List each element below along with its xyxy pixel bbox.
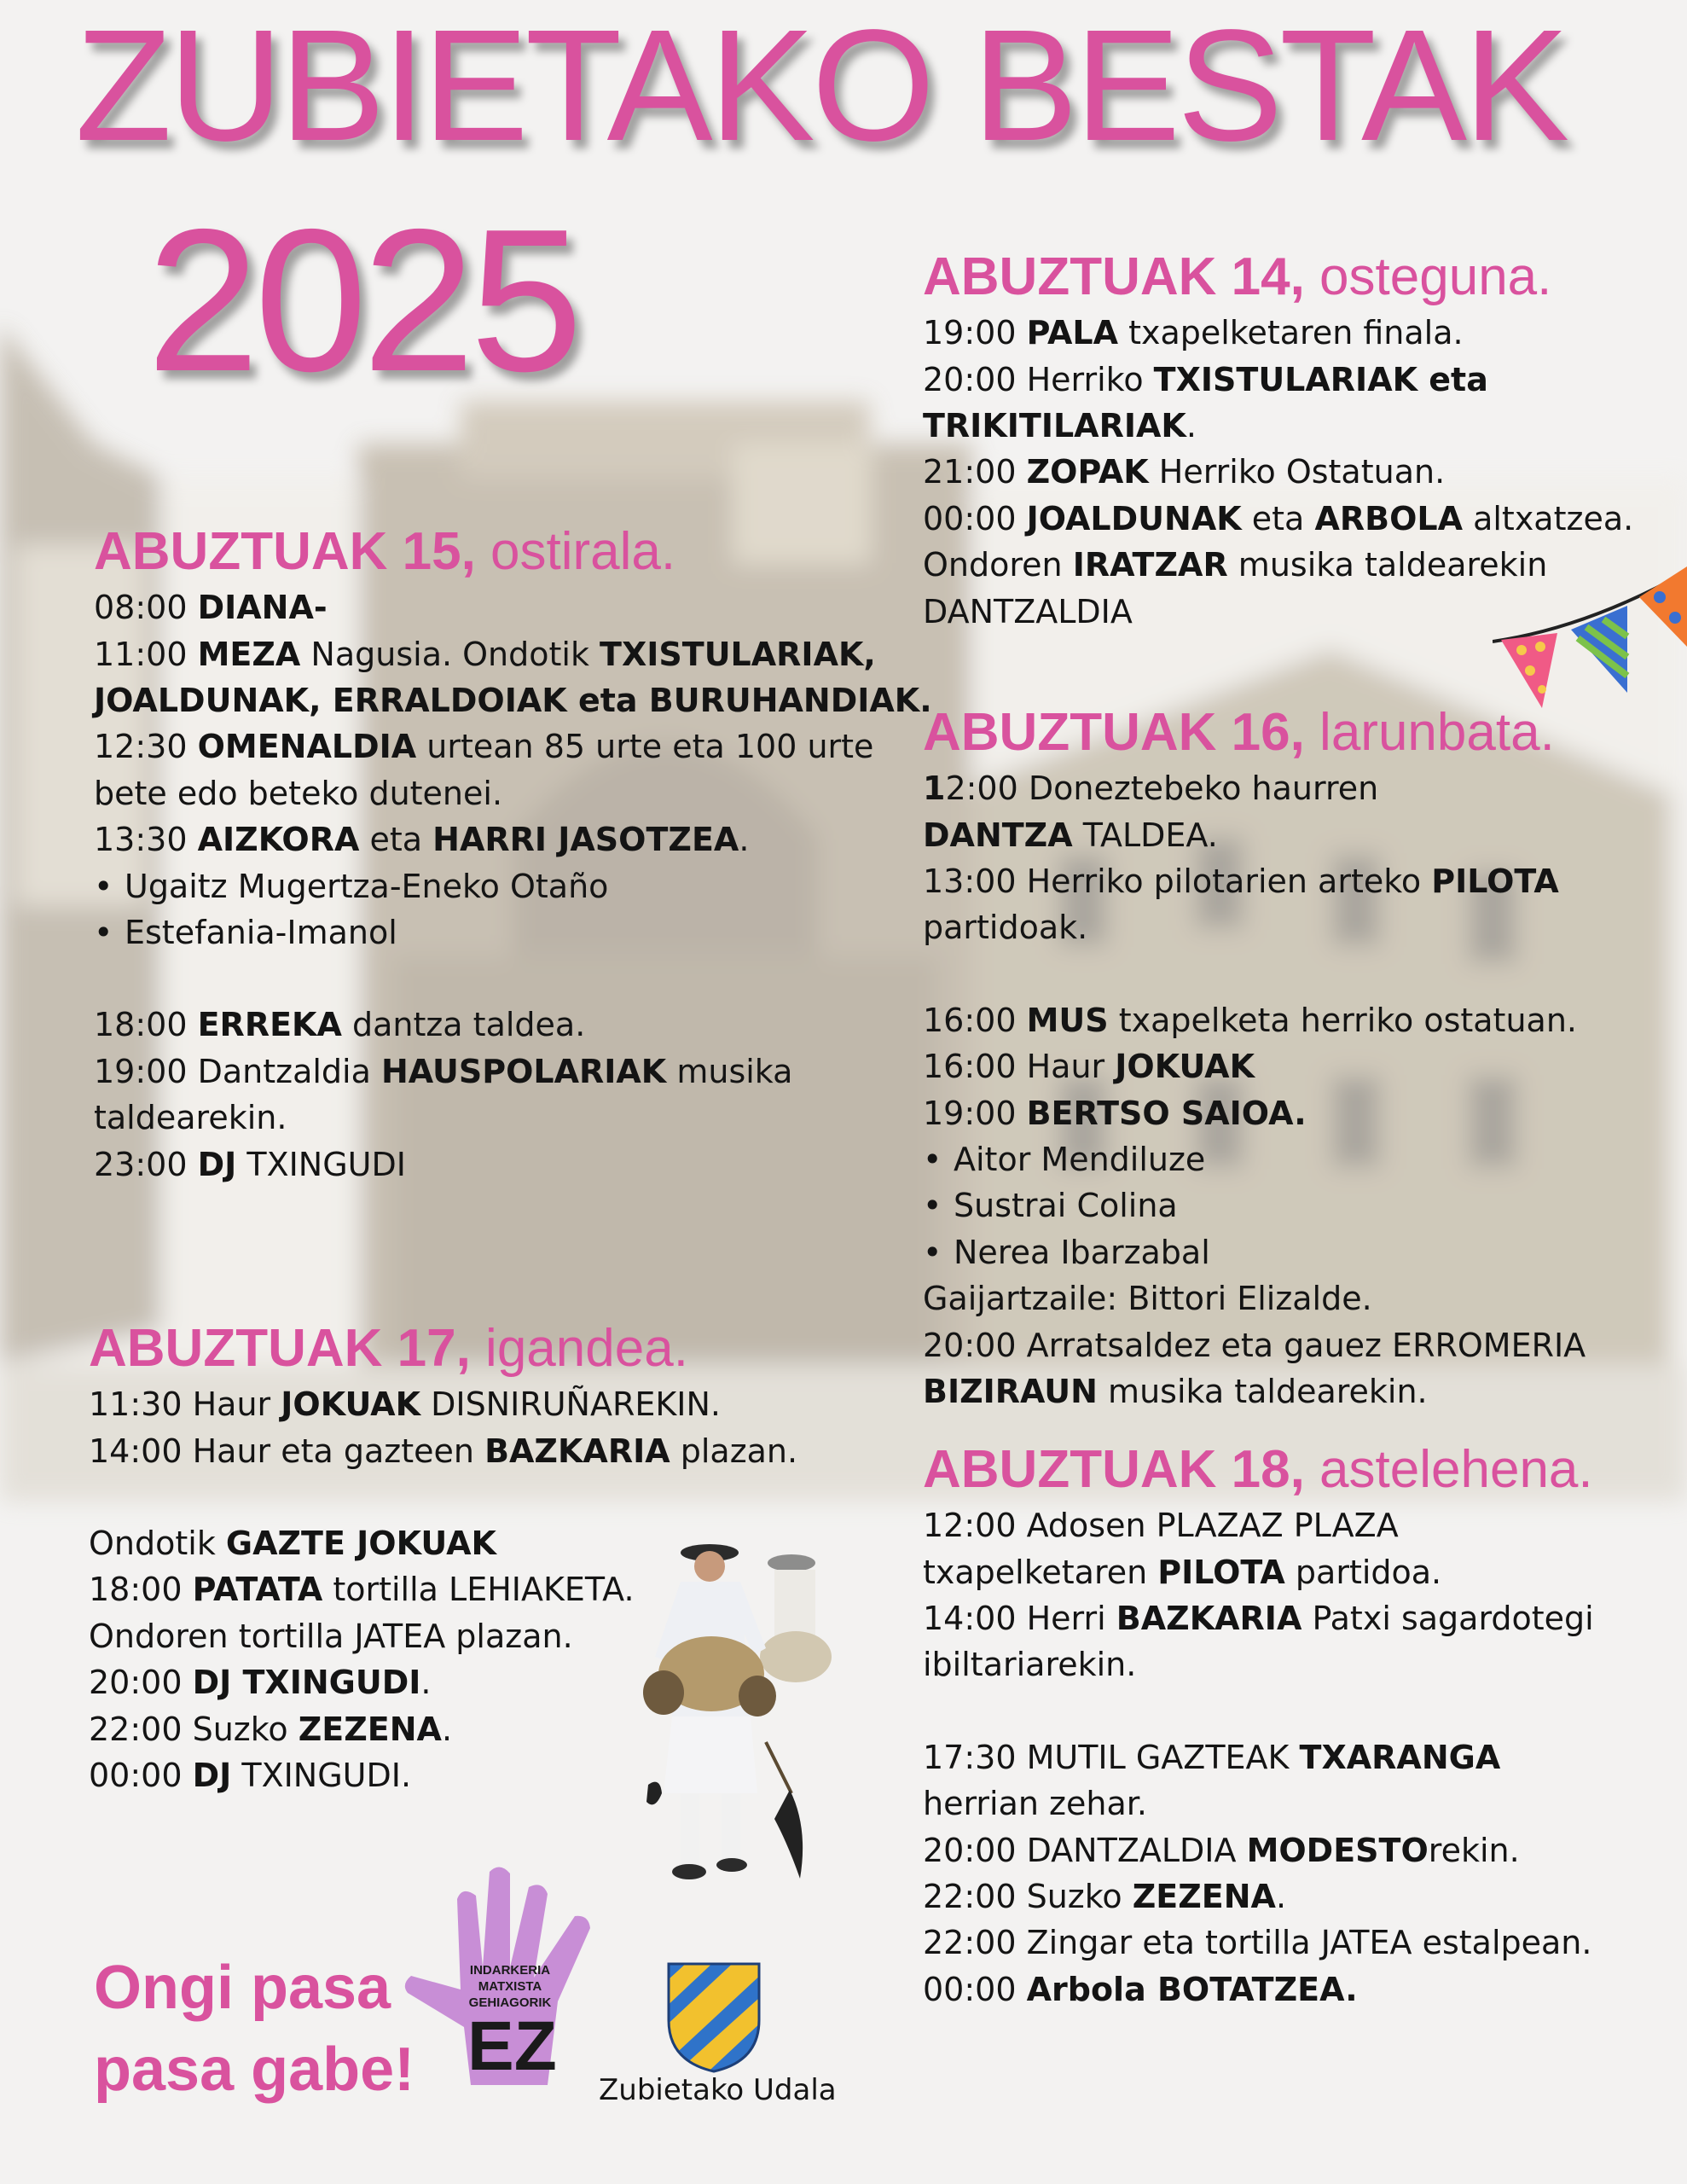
event-line [923,403,1673,449]
event-text: plazan. [670,1432,798,1470]
event-text: 20:00 Herriko [923,360,1154,398]
event-highlight: BAZKARIA [484,1432,670,1470]
event-text: Sustrai Colina [954,1187,1178,1225]
event-text: Nerea Ibarzabal [954,1233,1210,1271]
event-text: txapelketa herriko ostatuan. [1108,1001,1577,1039]
day-weekday: astelehena. [1319,1440,1593,1499]
event-text: Patxi sagardotegi [1301,1599,1594,1637]
slogan-line-2: pasa gabe! [94,2036,415,2104]
event-highlight: BIZIRAUN [923,1372,1098,1410]
day-date: ABUZTUAK 16, [923,703,1305,762]
event-text: 20:00 Arratsaldez eta gauez ERROMERIA [923,1326,1586,1364]
event-highlight: HAUSPOLARIAK [380,1052,667,1090]
event-text: 20:00 [89,1664,193,1702]
event-highlight: GAZTE JOKUAK [225,1524,496,1562]
spacer [923,1688,1673,1734]
event-text: 14:00 Herri [923,1599,1116,1637]
event-text: 00:00 [923,499,1027,537]
event-text: . [420,1664,432,1702]
event-text: 13:00 Herriko pilotarien arteko [923,862,1432,900]
event-highlight: ZEZENA [1132,1877,1276,1915]
event-highlight: JOKUAK [281,1385,421,1424]
event-list [94,584,932,1188]
spacer [89,1474,873,1520]
zubieta-coat-of-arms-icon [665,1960,762,2075]
event-text: 14:00 Haur eta gazteen [89,1432,485,1470]
event-highlight: IRATZAR [1072,546,1228,584]
event-highlight: TXISTULARIAK, [600,635,876,673]
event-highlight: DJ [197,1145,237,1183]
event-text: Ugaitz Mugertza-Eneko Otaño [125,867,609,905]
day-weekday: osteguna. [1319,247,1552,306]
event-highlight: OMENALDIA [197,728,417,766]
event-text: 00:00 [89,1756,193,1794]
event-text: 16:00 Haur [923,1048,1116,1086]
bullet-item [94,863,913,909]
event-line [923,1780,1673,1827]
event-text: 21:00 [923,453,1027,491]
slogan-line-1: Ongi pasa [94,1954,391,2022]
day-heading [923,1442,1673,1497]
event-highlight: TXARANGA [1299,1738,1501,1776]
event-text: herrian zehar. [923,1785,1147,1823]
bullet-item [923,1182,1673,1228]
event-text: 13:30 [94,821,198,859]
event-highlight: ERREKA [197,1006,342,1044]
event-highlight: DIANA- [197,589,328,627]
event-highlight: JOALDUNAK [1026,499,1242,537]
event-text: ibiltariarekin. [923,1646,1137,1684]
event-text: 22:00 Suzko [923,1877,1133,1915]
event-text: 17:30 MUTIL GAZTEAK [923,1738,1300,1776]
bullet-item [923,1136,1673,1182]
event-line [923,449,1673,495]
event-highlight: Arbola BOTATZEA. [1026,1970,1358,2008]
event-text: Aitor Mendiluze [954,1140,1206,1178]
event-line [94,677,932,723]
event-highlight: PILOTA [1431,862,1559,900]
event-text: 18:00 [94,1006,198,1044]
event-text: urtean 85 urte eta 100 urte [416,728,874,766]
event-text: 22:00 Zingar eta tortilla JATEA estalpean. [923,1924,1592,1962]
event-text: taldearekin. [94,1099,287,1137]
bullet-item [94,909,913,956]
event-line [923,858,1673,904]
event-text: eta [359,821,433,859]
event-text: 11:00 [94,635,198,673]
event-text: 19:00 [923,314,1027,352]
event-line [923,1549,1673,1595]
event-highlight: ARBOLA [1314,499,1463,537]
event-text: Nagusia. Ondotik [300,635,600,673]
event-line [923,1827,1673,1873]
event-highlight: ZEZENA [298,1710,442,1748]
event-highlight: TRIKITILARIAK [923,406,1186,444]
party-bunting-icon [1493,546,1687,717]
day-august-18 [923,1442,1673,2013]
event-text: DANTZALDIA [923,592,1133,630]
event-highlight: AIZKORA [197,821,360,859]
day-date: ABUZTUAK 14, [923,247,1305,306]
event-line [923,1502,1673,1548]
event-text: 23:00 [94,1145,198,1183]
ez-logo-line-3: GEHIAGORIK [468,1995,552,2010]
day-weekday: igandea. [485,1319,688,1378]
event-line [923,812,1673,858]
event-line [94,816,913,863]
event-highlight: ZOPAK [1026,453,1149,491]
event-line [89,1381,873,1427]
event-highlight: MEZA [197,635,301,673]
event-list [923,765,1673,1414]
event-text: txapelketaren [923,1553,1158,1591]
event-text: 2:00 Doneztebeko haurren [945,770,1379,808]
event-highlight: BERTSO SAIOA. [1026,1094,1307,1132]
event-highlight: HARRI JASOTZEA [432,821,739,859]
event-line [94,770,913,816]
event-text: partidoa. [1284,1553,1442,1591]
event-text: 00:00 [923,1970,1027,2008]
event-line [923,1595,1673,1641]
event-text: 11:30 Haur [89,1385,281,1424]
event-line [923,1368,1673,1414]
event-text: musika [666,1052,793,1090]
poster-year: 2025 [147,188,578,414]
event-text: tortilla LEHIAKETA. [322,1571,635,1609]
poster-title: ZUBIETAKO BESTAK [75,0,1567,174]
event-text: 12:00 Adosen PLAZAZ PLAZA [923,1507,1399,1545]
event-highlight: JOALDUNAK, ERRALDOIAK eta BURUHANDIAK. [94,681,932,719]
event-text: 19:00 Dantzaldia [94,1052,381,1090]
event-line [923,1043,1673,1089]
event-text: bete edo beteko dutenei. [94,774,503,812]
event-text: Herriko Ostatuan. [1148,453,1446,491]
event-line [923,357,1673,403]
event-line [923,1920,1673,1966]
event-line [94,1095,913,1141]
event-text: 18:00 [89,1571,193,1609]
event-text: txapelketaren finala. [1118,314,1464,352]
event-highlight: DANTZA [923,816,1073,854]
event-text: rekin. [1428,1831,1520,1869]
event-line [923,1641,1673,1687]
day-august-15 [94,522,932,1188]
day-heading [94,524,913,579]
event-line [94,1048,913,1095]
event-text: Estefania-Imanol [125,913,397,951]
event-text: . [739,821,750,859]
event-line [94,1002,913,1048]
event-text: TXINGUDI [236,1145,406,1183]
event-line [94,631,913,677]
event-highlight: JOKUAK [1115,1048,1255,1086]
event-text: partidoak. [923,909,1088,947]
event-highlight: MUS [1026,1001,1109,1039]
joaldunak-dancers-image [638,1537,868,1896]
event-text: . [1275,1877,1287,1915]
event-text: dantza taldea. [341,1006,586,1044]
event-line [923,310,1673,356]
event-text: musika taldearekin. [1097,1372,1428,1410]
event-line [923,765,1673,811]
ez-logo-line-2: MATXISTA [478,1979,542,1994]
day-date: ABUZTUAK 17, [89,1319,471,1378]
bullet-item [923,1229,1673,1275]
day-august-16 [923,705,1673,1414]
event-line [923,496,1673,542]
event-text: altxatzea. [1463,499,1634,537]
event-text: 19:00 [923,1094,1027,1132]
event-text: Ondotik [89,1524,226,1562]
event-text: eta [1241,499,1315,537]
event-highlight: DJ TXINGUDI [192,1664,421,1702]
event-line [923,1090,1673,1136]
event-line [923,1734,1673,1780]
event-text: Gaijartzaile: Bittori Elizalde. [923,1280,1372,1318]
day-date: ABUZTUAK 18, [923,1440,1305,1499]
event-line [923,997,1673,1043]
event-highlight: MODESTO [1246,1831,1429,1869]
event-highlight: TXISTULARIAK eta [1153,360,1488,398]
event-line [94,1141,913,1188]
event-line [923,1275,1673,1321]
event-text: . [441,1710,453,1748]
day-heading [89,1321,873,1376]
event-text: 12:30 [94,728,198,766]
day-heading [923,249,1673,305]
event-text: Ondoren tortilla JATEA plazan. [89,1617,573,1655]
event-list [923,1502,1673,2013]
event-line [89,1428,873,1474]
spacer [94,956,913,1002]
event-highlight: PILOTA [1157,1553,1285,1591]
municipality-name: Zubietako Udala [599,2073,837,2107]
event-text: 08:00 [94,589,198,627]
event-line [94,584,913,630]
event-text: 16:00 [923,1001,1027,1039]
day-date: ABUZTUAK 15, [94,522,476,581]
event-text: Ondoren [923,546,1073,584]
ez-logo-big: EZ [467,2007,557,2085]
event-text: DISNIRUÑAREKIN. [420,1385,721,1424]
day-weekday: ostirala. [490,522,676,581]
ez-logo-text [467,1962,557,2085]
event-line [923,1966,1673,2013]
event-line [923,904,1673,950]
ez-logo-line-1: INDARKERIA [469,1963,551,1978]
slogan [94,1947,415,2111]
event-text: TXINGUDI. [231,1756,412,1794]
event-highlight: 1 [923,770,946,808]
event-text: . [1186,406,1197,444]
event-line [923,1873,1673,1920]
spacer [923,951,1673,997]
event-text: 20:00 DANTZALDIA [923,1831,1247,1869]
event-text: 22:00 Suzko [89,1710,299,1748]
event-highlight: PALA [1026,314,1118,352]
event-highlight: PATATA [192,1571,323,1609]
event-line [923,1322,1673,1368]
event-highlight: BAZKARIA [1116,1599,1302,1637]
event-text: TALDEA. [1072,816,1218,854]
event-text: musika taldearekin [1227,546,1548,584]
event-line [94,723,913,770]
event-highlight: DJ [192,1756,232,1794]
day-weekday: larunbata. [1319,703,1555,762]
